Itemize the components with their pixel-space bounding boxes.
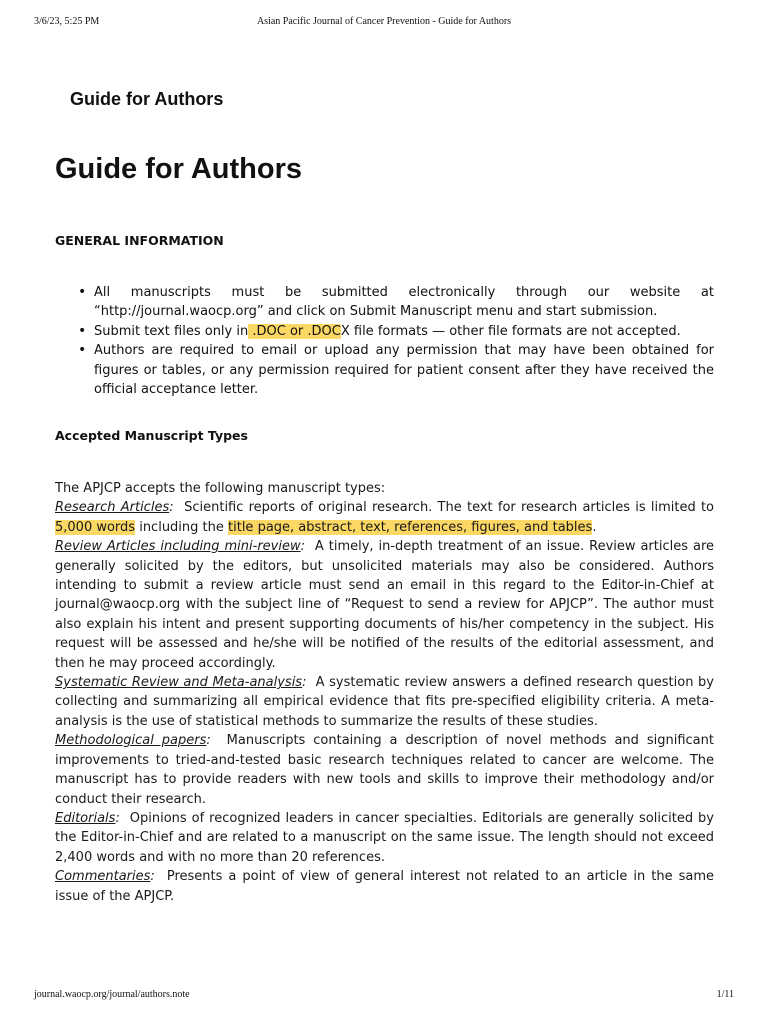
page-title: Guide for Authors xyxy=(55,153,303,185)
types-intro: The APJCP accepts the following manuscript types: xyxy=(55,481,386,496)
list-item: • All manuscripts must be submitted electronically through our website at “http://journal.waocp.org” and click on Submit Manuscript menu and start submission. xyxy=(55,283,714,322)
type-label: Research Articles xyxy=(55,500,170,516)
general-information-heading: GENERAL INFORMATION xyxy=(55,233,224,248)
type-systematic-review: Systematic Review and Meta-analysis: A systematic review answers a defined research question by collecting and summarizing all empirical evidence that fits pre-specified eligibility criteria. A meta-analysis is the use of statistical methods to summarize the results of these studies. xyxy=(55,675,714,729)
print-header xyxy=(34,16,734,30)
highlighted-text: 5,000 words xyxy=(55,519,136,535)
accepted-types-heading: Accepted Manuscript Types xyxy=(55,428,248,443)
type-review-articles: Review Articles including mini-review: A timely, in-depth treatment of an issue. Review articles are generally solicited by the editors, but unsolicited materials may also be considered. Authors intending to submit a review article must send an email in this regard to the Editor-in-Chief at journal@waocp.org with the subject line of “Request to send a review for APJCP”. The author must also explain his intent and present supporting documents of his/her competency in the subject. His request will be assessed and he/she will be notified of the results of the editorial assessment, and then he may proceed accordingly. xyxy=(55,539,714,671)
site-title[interactable]: Guide for Authors xyxy=(70,89,224,109)
bullet-text: X file formats — other file formats are not accepted. xyxy=(340,323,681,339)
print-footer xyxy=(34,989,734,1003)
type-label: Review Articles including mini-review xyxy=(55,539,301,555)
type-label: Commentaries xyxy=(55,869,151,885)
manuscript-types xyxy=(55,479,714,906)
bullet-text: Submit text files only in xyxy=(94,323,249,339)
list-item xyxy=(55,322,714,341)
print-datetime: 3/6/23, 5:25 PM xyxy=(34,16,100,27)
list-item: • Authors are required to email or upload any permission that may have been obtained for figures or tables, or any permission required for patient consent after they have received the official acceptance letter. xyxy=(55,341,714,399)
highlighted-text: .DOC or .DOC xyxy=(248,323,341,339)
general-information-list xyxy=(55,283,714,399)
highlighted-text: title page, abstract, text, references, figures, and tables xyxy=(228,519,593,535)
type-label: Methodological papers xyxy=(55,733,207,749)
page-number: 1/11 xyxy=(716,989,734,1000)
type-label: Editorials xyxy=(55,810,116,826)
type-editorials: Editorials: Opinions of recognized leaders in cancer specialties. Editorials are generally solicited by the Editor-in-Chief and are related to a manuscript on the same issue. The length should not exceed 2,400 words and with no more than 20 references. xyxy=(55,810,715,865)
type-label: Systematic Review and Meta-analysis xyxy=(55,675,303,691)
type-research-articles: Research Articles: Scientific reports of original research. The text for research articles is limited to 5,000 words including the title page, abstract, text, references, figures, and tables. xyxy=(55,500,715,535)
type-methodological-papers: Methodological papers: Manuscripts containing a description of novel methods and significant improvements to tried-and-tested basic research techniques related to cancer are welcome. The manuscript has to provide readers with new tools and skills to improve their methodology and/or conduct their research. xyxy=(55,733,714,807)
print-url: journal.waocp.org/journal/authors.note xyxy=(34,989,190,1000)
type-commentaries: Commentaries: Presents a point of view of general interest not related to an article in the same issue of the APJCP. xyxy=(55,869,714,904)
print-page-title: Asian Pacific Journal of Cancer Prevention - Guide for Authors xyxy=(256,16,512,27)
